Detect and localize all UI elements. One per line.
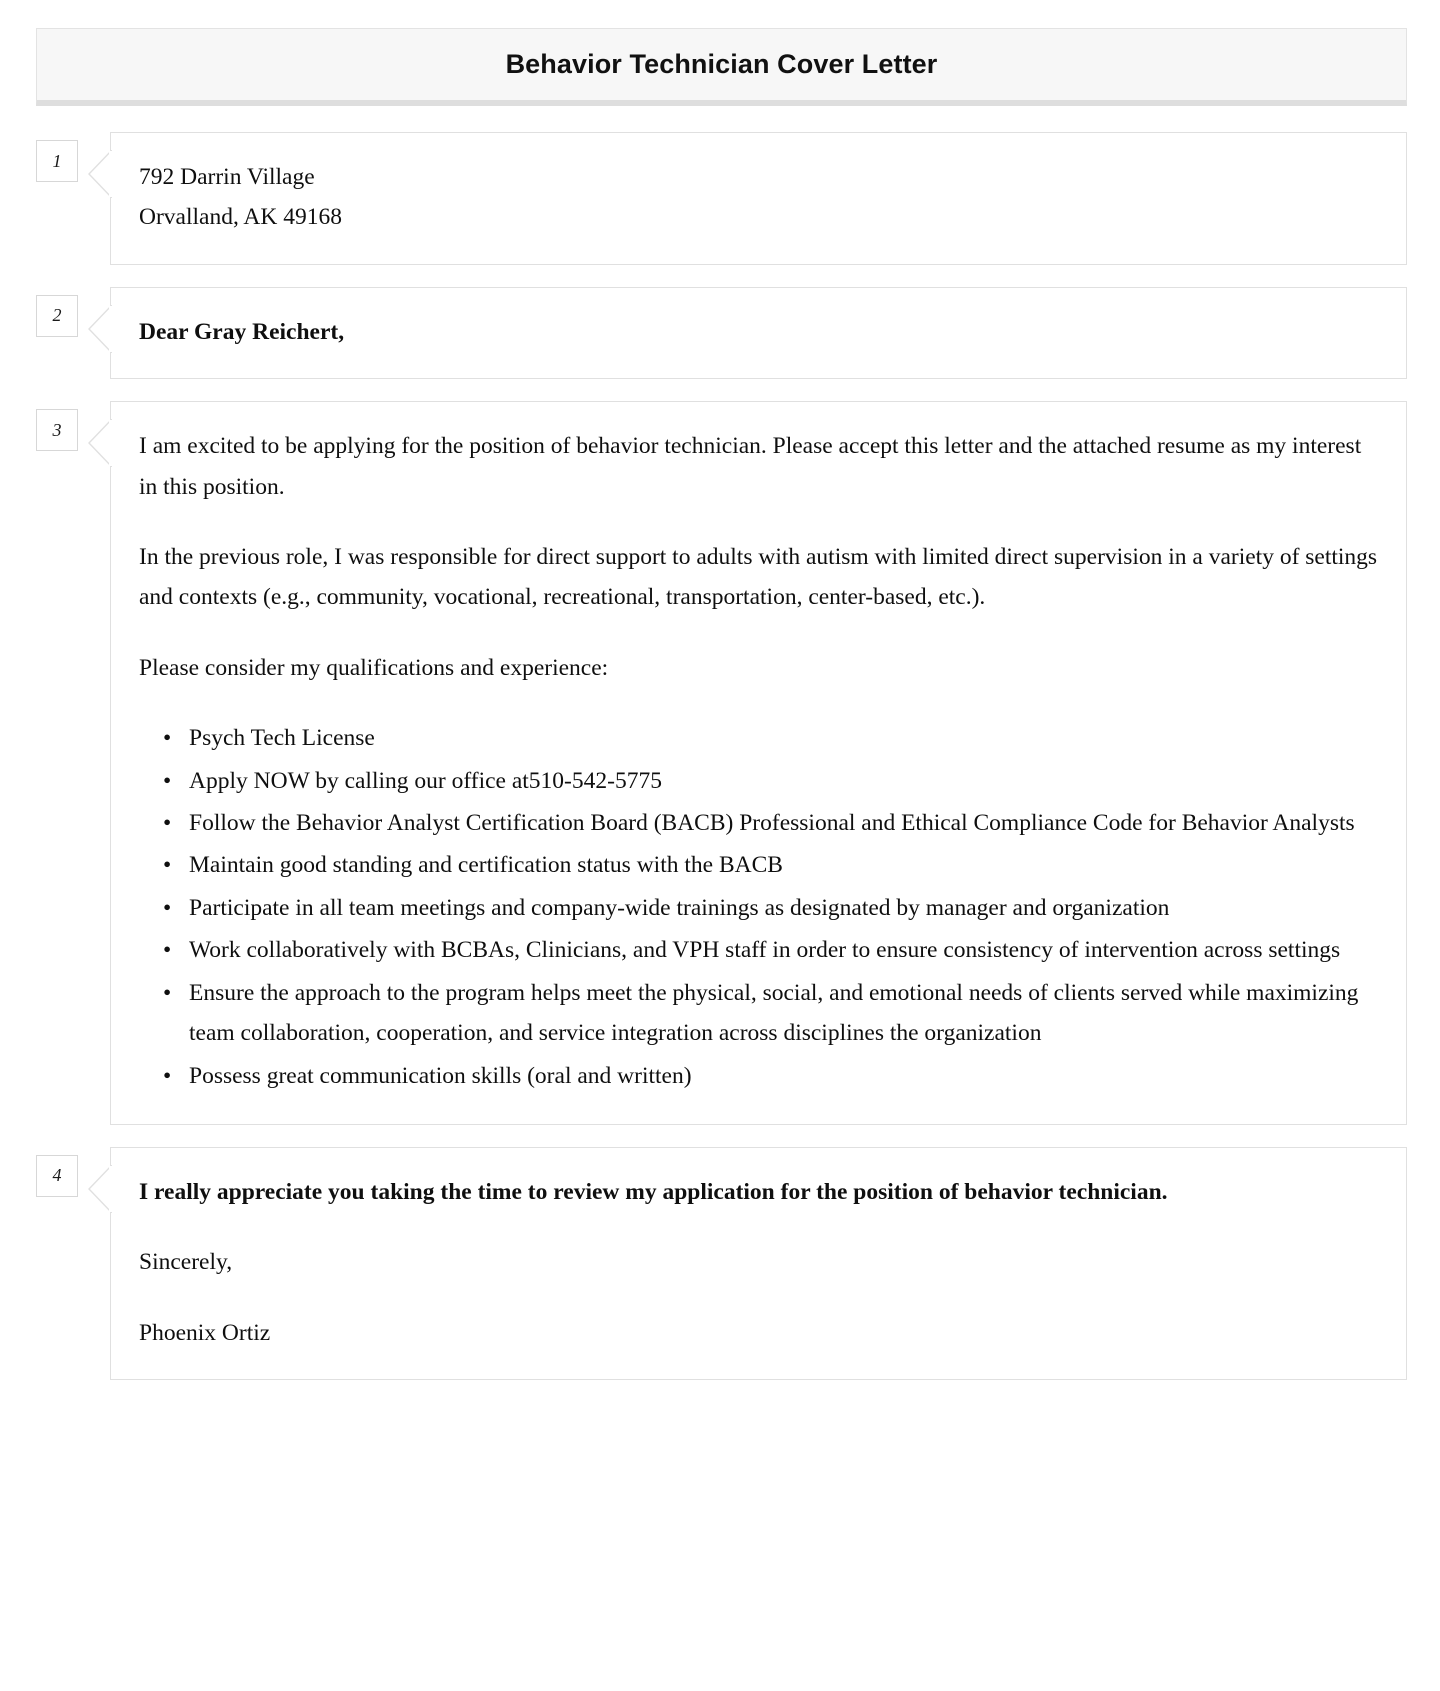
panel-notch-icon: [88, 305, 112, 353]
section-number-label: 3: [52, 419, 62, 440]
section-number-label: 2: [52, 305, 62, 326]
list-item: • Follow the Behavior Analyst Certification Board (BACB) Professional and Ethical Compliance Code for Behavior Analysts: [189, 803, 1378, 843]
body-paragraph-1: I am excited to be applying for the position of behavior technician. Please accept this letter and the attached resume as my interest in this position.: [139, 433, 1362, 500]
list-item: • Participate in all team meetings and company-wide trainings as designated by manager and organization: [189, 888, 1378, 928]
section-number-badge-4[interactable]: [36, 1155, 78, 1197]
body-panel[interactable]: [110, 401, 1407, 1125]
address-panel[interactable]: [110, 132, 1407, 265]
section-number-badge-3[interactable]: [36, 409, 78, 451]
list-item: • Apply NOW by calling our office at510-542-5775: [189, 761, 1378, 801]
list-item: • Psych Tech License: [189, 718, 1378, 758]
signoff-text: Sincerely,: [139, 1249, 233, 1276]
address-line-1: 792 Darrin Village: [139, 164, 315, 190]
cover-letter-page: [0, 28, 1440, 1380]
list-item: • Possess great communication skills (oral and written): [189, 1056, 1378, 1096]
section-number-badge-1[interactable]: [36, 140, 78, 182]
section-number-badge-2[interactable]: [36, 295, 78, 337]
signature-name: Phoenix Ortiz: [139, 1319, 271, 1346]
section-salutation: [36, 287, 1407, 379]
address-line-2: Orvalland, AK 49168: [139, 204, 342, 231]
qualifications-list: [139, 718, 1378, 1096]
panel-notch-icon: [88, 419, 112, 467]
panel-notch-icon: [88, 150, 112, 198]
section-body: [36, 401, 1407, 1125]
sections-container: [36, 132, 1407, 1380]
list-item: • Maintain good standing and certification status with the BACB: [189, 845, 1378, 885]
closing-panel[interactable]: [110, 1147, 1407, 1380]
body-paragraph-3: Please consider my qualifications and experience:: [139, 654, 609, 681]
section-closing: [36, 1147, 1407, 1380]
section-number-label: 1: [52, 150, 62, 171]
section-number-label: 4: [52, 1165, 62, 1186]
body-paragraph-2: In the previous role, I was responsible for direct support to adults with autism with limited direct supervision in a variety of settings and contexts (e.g., community, vocational, recreational, transportation, center-based, etc.).: [139, 544, 1378, 611]
page-title: Behavior Technician Cover Letter: [505, 49, 938, 79]
address-block: [139, 157, 1378, 238]
list-item: • Work collaboratively with BCBAs, Clinicians, and VPH staff in order to ensure consistency of intervention across settings: [189, 930, 1378, 970]
document-header: [36, 28, 1407, 106]
closing-statement: I really appreciate you taking the time to review my application for the position of behavior technician.: [139, 1178, 1168, 1205]
section-address: [36, 132, 1407, 265]
salutation-panel[interactable]: [110, 287, 1407, 379]
list-item: • Ensure the approach to the program helps meet the physical, social, and emotional needs of clients served while maximizing team collaboration, cooperation, and service integration across disciplines the organization: [189, 973, 1378, 1054]
salutation-text: Dear Gray Reichert,: [139, 318, 345, 345]
panel-notch-icon: [88, 1165, 112, 1213]
